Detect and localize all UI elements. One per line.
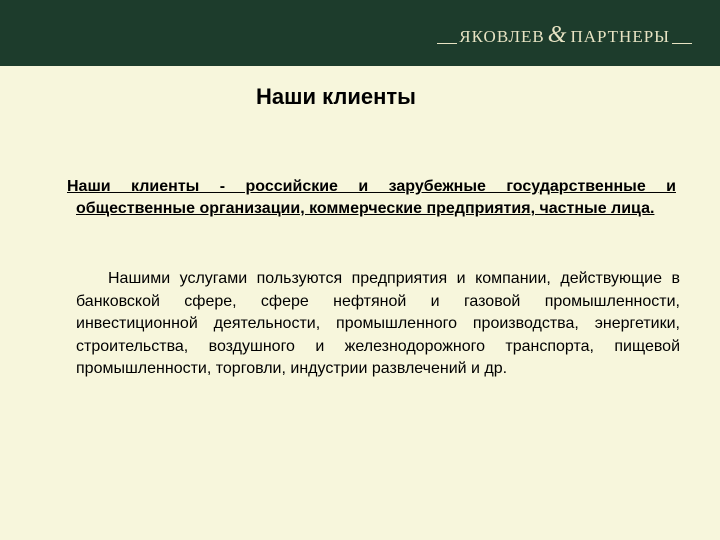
brand-word-left: ЯКОВЛЕВ [459, 27, 545, 46]
slide-title: Наши клиенты [256, 84, 416, 109]
brand-ampersand: & [547, 22, 568, 48]
brand-rule-right [672, 43, 692, 44]
body-paragraph: Нашими услугами пользуются предприятия и компании, действующие в банковской сфере, сфере нефтяной и газовой промышленности, инвестиционной деятельности, промышленного производства, энергетики, строительства, воздушного и железнодорожного транспорта, пищевой промышленности, торговли, индустрии развлечений и др. [76, 270, 680, 377]
brand-logo [437, 18, 692, 48]
header-bar [0, 0, 720, 66]
intro-paragraph: Наши клиенты - российские и зарубежные государственные и общественные организации, коммерческие предприятия, частные лица. [67, 178, 676, 217]
brand-word-right: ПАРТНЕРЫ [570, 27, 670, 46]
brand-rule-left [437, 43, 457, 44]
